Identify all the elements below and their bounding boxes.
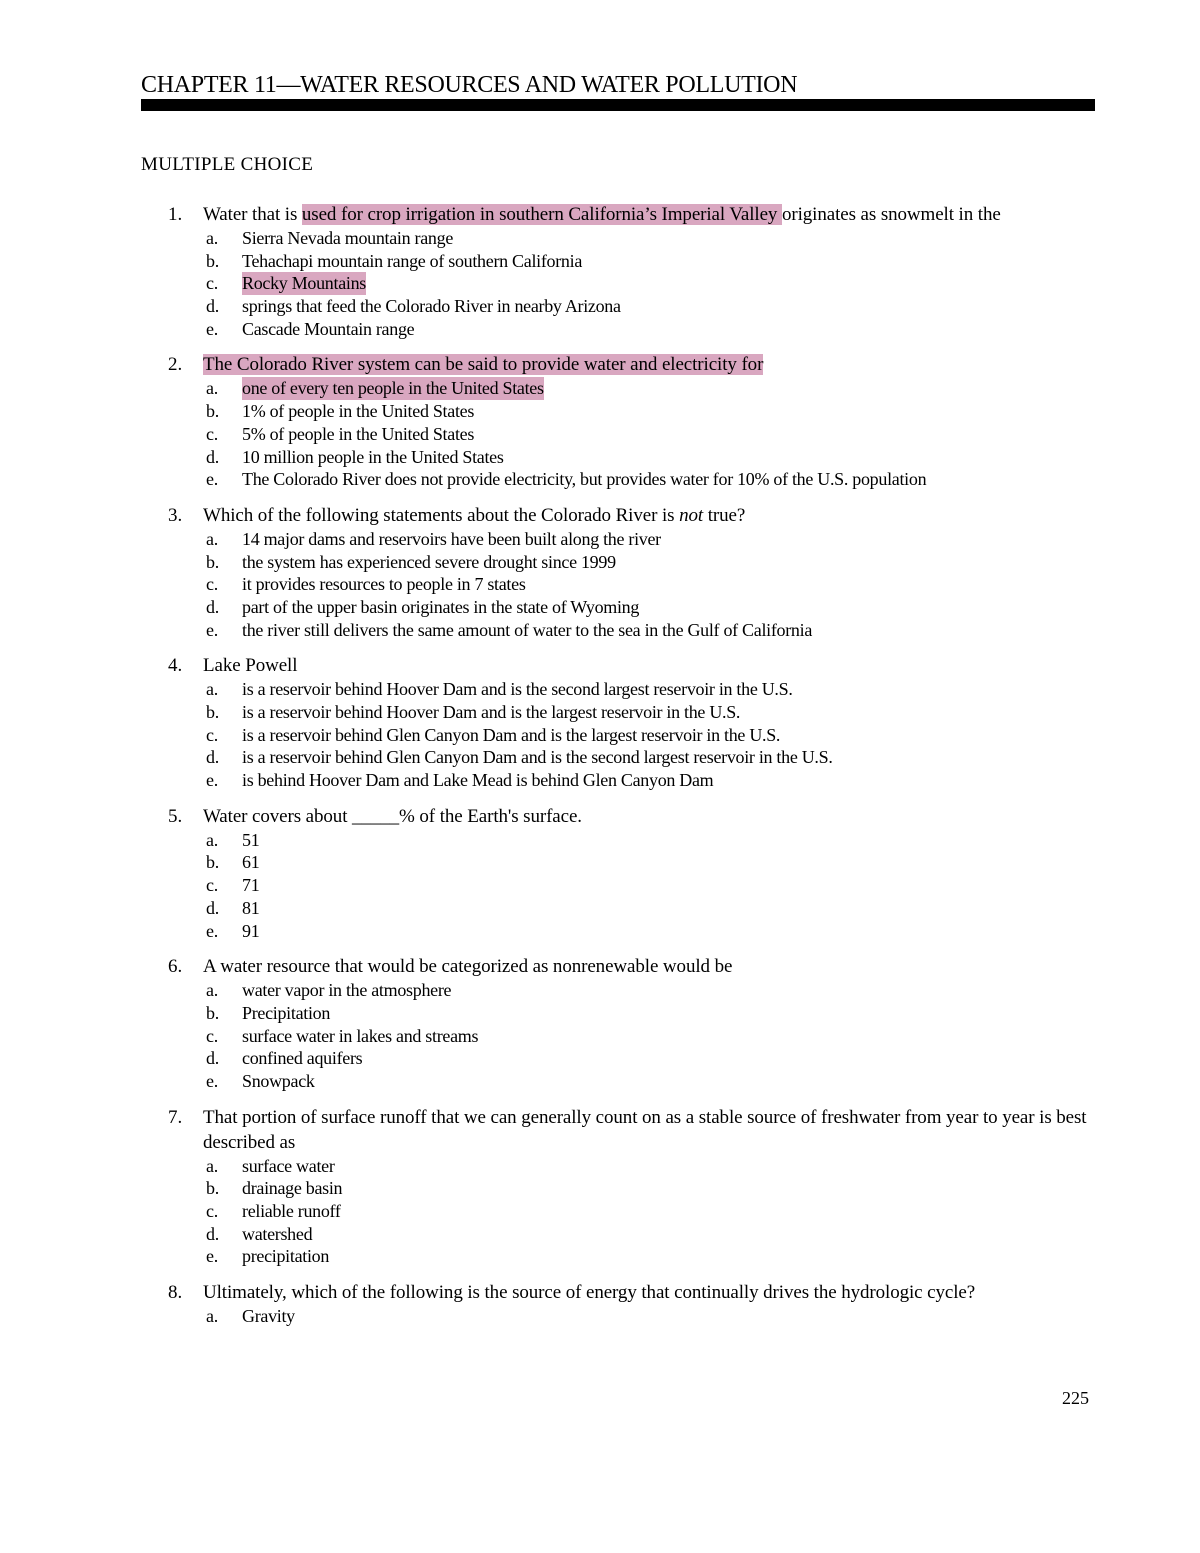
option-text: is a reservoir behind Hoover Dam and is the largest reservoir in the U.S. bbox=[242, 702, 741, 722]
answer-option bbox=[0, 920, 1200, 943]
option-letter: a. bbox=[206, 378, 218, 399]
option-text: springs that feed the Colorado River in nearby Arizona bbox=[242, 296, 621, 317]
answer-option bbox=[0, 1223, 1200, 1246]
option-text: is behind Hoover Dam and Lake Mead is behind Glen Canyon Dam bbox=[242, 770, 714, 791]
option-letter: b. bbox=[206, 551, 219, 572]
option-letter: a. bbox=[206, 829, 218, 850]
option-text: 51 bbox=[242, 829, 260, 850]
answer-option bbox=[0, 318, 1200, 341]
option-text: watershed bbox=[242, 1223, 313, 1244]
question-list bbox=[0, 202, 1200, 1340]
stem-text: true? bbox=[703, 504, 746, 526]
option-text: 71 bbox=[242, 875, 260, 896]
option-letter: e. bbox=[206, 1070, 218, 1091]
question-stem: Water covers about _____% of the Earth's surface. bbox=[203, 805, 582, 827]
stem-emphasis: not bbox=[679, 504, 704, 526]
option-text: reliable runoff bbox=[242, 1201, 341, 1221]
option-letter: b. bbox=[206, 702, 219, 722]
answer-option bbox=[0, 1070, 1200, 1093]
section-heading: MULTIPLE CHOICE bbox=[141, 154, 314, 175]
question-6 bbox=[0, 954, 1200, 1092]
option-letter: d. bbox=[206, 446, 219, 467]
option-text: surface water bbox=[242, 1155, 335, 1176]
answer-option bbox=[0, 528, 1200, 551]
answer-options bbox=[0, 227, 1200, 340]
answer-option bbox=[0, 619, 1200, 642]
answer-options bbox=[0, 377, 1200, 490]
question-4 bbox=[0, 653, 1200, 791]
option-letter: c. bbox=[206, 724, 218, 745]
option-text: The Colorado River does not provide electricity, but provides water for 10% of the U.S. population bbox=[242, 469, 927, 490]
answer-option bbox=[0, 446, 1200, 469]
answer-option bbox=[0, 468, 1200, 491]
question-stem: A water resource that would be categorized as nonrenewable would be bbox=[203, 956, 733, 978]
option-letter: e. bbox=[206, 619, 218, 640]
question-number: 6. bbox=[168, 956, 183, 978]
option-text: 5% of people in the United States bbox=[242, 423, 475, 444]
answer-options bbox=[0, 528, 1200, 641]
option-letter: c. bbox=[206, 1025, 218, 1046]
option-letter: c. bbox=[206, 423, 218, 444]
answer-option bbox=[0, 1155, 1200, 1178]
option-letter: b. bbox=[206, 852, 219, 873]
answer-option bbox=[0, 851, 1200, 874]
answer-option bbox=[0, 1177, 1200, 1200]
highlighted-text: The Colorado River system can be said to provide water and electricity for bbox=[203, 354, 764, 376]
question-1 bbox=[0, 202, 1200, 340]
answer-option bbox=[0, 423, 1200, 446]
option-text: it provides resources to people in 7 states bbox=[242, 574, 526, 595]
question-stem bbox=[203, 352, 1098, 377]
answer-options bbox=[0, 829, 1200, 942]
answer-options bbox=[0, 1305, 1200, 1328]
option-letter: c. bbox=[206, 273, 218, 294]
question-number: 2. bbox=[168, 354, 183, 376]
answer-option bbox=[0, 897, 1200, 920]
answer-option bbox=[0, 769, 1200, 792]
answer-options bbox=[0, 979, 1200, 1092]
option-letter: a. bbox=[206, 1155, 218, 1176]
stem-text: originates as snowmelt in the bbox=[781, 204, 1001, 225]
question-stem bbox=[203, 503, 1098, 528]
option-text: water vapor in the atmosphere bbox=[242, 980, 452, 1001]
answer-option bbox=[0, 272, 1200, 295]
question-stem: That portion of surface runoff that we can generally count on as a stable source of freshwater from year to year is best described as bbox=[203, 1106, 1087, 1153]
option-letter: a. bbox=[206, 528, 218, 549]
option-text: is a reservoir behind Glen Canyon Dam and is the largest reservoir in the U.S. bbox=[242, 724, 781, 745]
option-letter: e. bbox=[206, 469, 218, 490]
answer-option bbox=[0, 746, 1200, 769]
option-text: precipitation bbox=[242, 1246, 330, 1267]
answer-option bbox=[0, 551, 1200, 574]
answer-option bbox=[0, 1200, 1200, 1223]
answer-option bbox=[0, 596, 1200, 619]
question-3 bbox=[0, 503, 1200, 641]
question-number: 7. bbox=[168, 1106, 183, 1128]
answer-option bbox=[0, 874, 1200, 897]
answer-options bbox=[0, 678, 1200, 791]
option-letter: a. bbox=[206, 980, 218, 1001]
option-text-highlighted: one of every ten people in the United States bbox=[242, 378, 544, 399]
question-number: 1. bbox=[168, 204, 183, 225]
option-letter: c. bbox=[206, 574, 218, 595]
question-number: 5. bbox=[168, 805, 183, 827]
option-text: 1% of people in the United States bbox=[242, 401, 475, 422]
option-text: 14 major dams and reservoirs have been built along the river bbox=[242, 528, 661, 549]
option-text: the system has experienced severe drought since 1999 bbox=[242, 551, 616, 572]
question-5 bbox=[0, 804, 1200, 942]
option-letter: b. bbox=[206, 250, 219, 271]
option-letter: d. bbox=[206, 1048, 219, 1069]
option-text: 91 bbox=[242, 920, 260, 941]
answer-option bbox=[0, 979, 1200, 1002]
option-text: confined aquifers bbox=[242, 1048, 363, 1069]
title-rule bbox=[141, 99, 1095, 111]
question-stem bbox=[203, 202, 1098, 227]
option-text: Gravity bbox=[242, 1306, 295, 1327]
stem-text: Which of the following statements about the Colorado River is bbox=[203, 504, 680, 526]
answer-option bbox=[0, 295, 1200, 318]
option-letter: d. bbox=[206, 747, 219, 768]
option-letter: d. bbox=[206, 1223, 219, 1244]
option-text: drainage basin bbox=[242, 1178, 343, 1199]
question-8 bbox=[0, 1280, 1200, 1328]
answer-option bbox=[0, 250, 1200, 273]
option-text-highlighted: Rocky Mountains bbox=[242, 273, 366, 294]
chapter-title: CHAPTER 11—WATER RESOURCES AND WATER POLLUTION bbox=[141, 72, 798, 98]
answer-option bbox=[0, 400, 1200, 423]
option-text: Sierra Nevada mountain range bbox=[242, 228, 454, 248]
option-letter: e. bbox=[206, 770, 218, 791]
answer-option bbox=[0, 678, 1200, 701]
page-number: 225 bbox=[1062, 1388, 1089, 1408]
highlighted-text: used for crop irrigation in southern California’s Imperial Valley bbox=[301, 204, 782, 225]
option-letter: b. bbox=[206, 401, 219, 422]
answer-option bbox=[0, 829, 1200, 852]
answer-option bbox=[0, 377, 1200, 400]
answer-option bbox=[0, 724, 1200, 747]
question-stem: Ultimately, which of the following is the source of energy that continually drives the hydrologic cycle? bbox=[203, 1282, 976, 1304]
option-text: Cascade Mountain range bbox=[242, 318, 415, 339]
option-letter: e. bbox=[206, 1246, 218, 1267]
option-letter: c. bbox=[206, 1201, 218, 1221]
question-number: 3. bbox=[168, 504, 183, 526]
answer-option bbox=[0, 1025, 1200, 1048]
option-text: part of the upper basin originates in the state of Wyoming bbox=[242, 596, 640, 617]
option-letter: a. bbox=[206, 228, 218, 248]
option-letter: b. bbox=[206, 1002, 219, 1023]
option-letter: a. bbox=[206, 679, 218, 700]
option-letter: d. bbox=[206, 596, 219, 617]
answer-option bbox=[0, 701, 1200, 724]
answer-options bbox=[0, 1155, 1200, 1268]
option-text: Tehachapi mountain range of southern California bbox=[242, 250, 583, 271]
option-text: is a reservoir behind Glen Canyon Dam and is the second largest reservoir in the U.S. bbox=[242, 747, 833, 768]
question-2 bbox=[0, 352, 1200, 490]
answer-option bbox=[0, 227, 1200, 250]
answer-option bbox=[0, 1002, 1200, 1025]
answer-option bbox=[0, 1245, 1200, 1268]
answer-option bbox=[0, 1305, 1200, 1328]
option-text: 61 bbox=[242, 852, 260, 873]
option-text: is a reservoir behind Hoover Dam and is the second largest reservoir in the U.S. bbox=[242, 679, 793, 700]
option-letter: c. bbox=[206, 875, 218, 896]
option-letter: e. bbox=[206, 920, 218, 941]
option-letter: b. bbox=[206, 1178, 219, 1199]
question-number: 4. bbox=[168, 655, 183, 677]
question-number: 8. bbox=[168, 1282, 183, 1304]
question-7 bbox=[0, 1105, 1200, 1268]
answer-option bbox=[0, 1047, 1200, 1070]
option-text: 10 million people in the United States bbox=[242, 446, 504, 467]
stem-text: Water that is bbox=[203, 204, 302, 225]
option-text: Snowpack bbox=[242, 1070, 315, 1091]
question-stem: Lake Powell bbox=[203, 655, 298, 677]
option-text: 81 bbox=[242, 897, 260, 918]
option-text: surface water in lakes and streams bbox=[242, 1025, 479, 1046]
option-text: the river still delivers the same amount of water to the sea in the Gulf of California bbox=[242, 619, 813, 640]
answer-option bbox=[0, 573, 1200, 596]
option-letter: d. bbox=[206, 296, 219, 317]
option-letter: e. bbox=[206, 318, 218, 339]
option-letter: d. bbox=[206, 897, 219, 918]
option-text: Precipitation bbox=[242, 1002, 331, 1023]
option-letter: a. bbox=[206, 1306, 218, 1327]
